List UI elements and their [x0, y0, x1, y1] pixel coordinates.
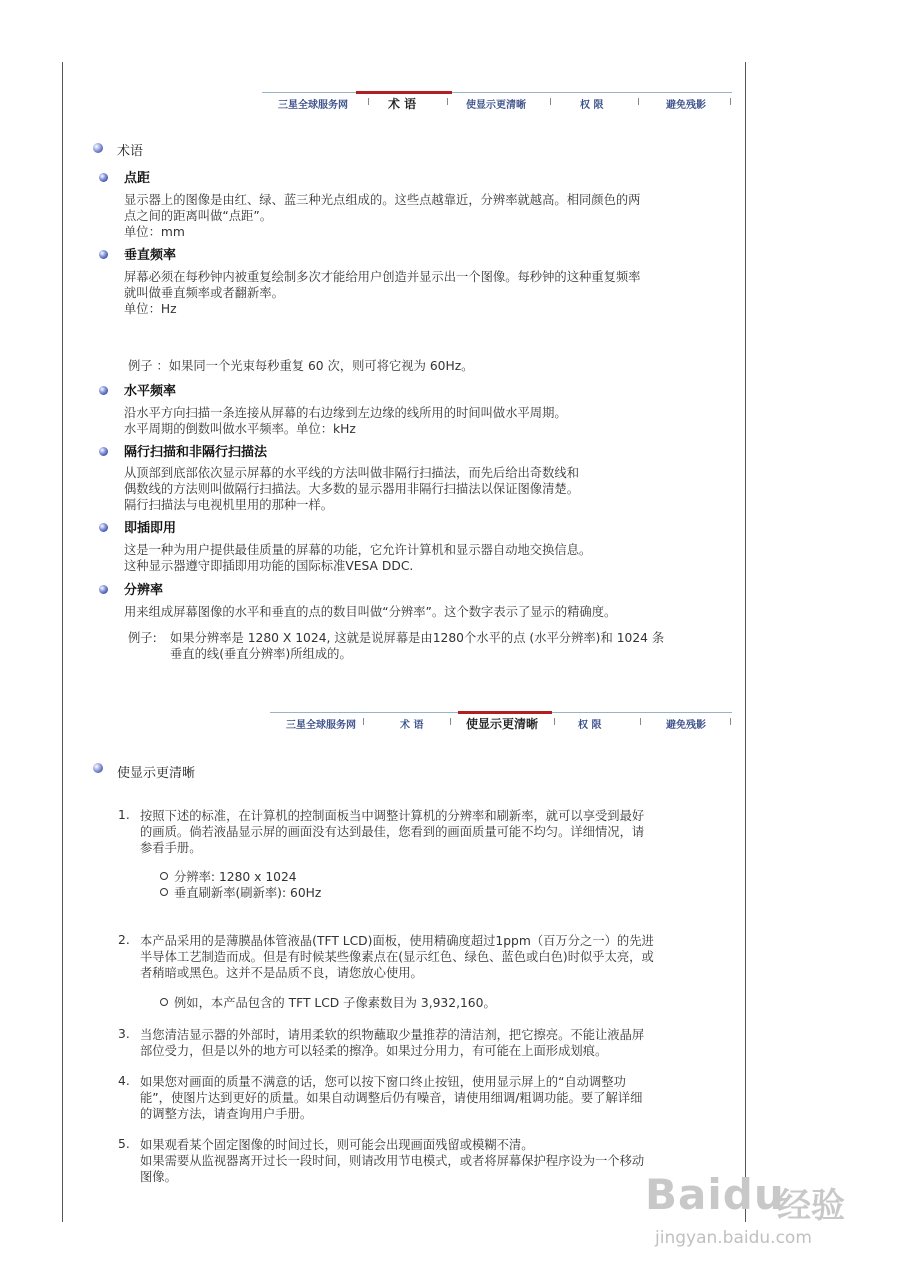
term-bullet-icon: [99, 386, 108, 395]
term-example-resolution: 如果分辨率是 1280 X 1024, 这就是说屏幕是由1280个水平的点 (水平分辨率)和 1024 条 垂直的线(垂直分辨率)所组成的。: [170, 631, 665, 661]
term-example-label: 例子:: [128, 631, 157, 645]
nav-active-indicator: [458, 711, 552, 714]
list-item-2-text: 本产品采用的是薄膜晶体管液晶(TFT LCD)面板，使用精确度超过1ppm（百万分之一）的先进 半导体工艺制造而成。但是有时候某些像素点在(显示红色、绿色、蓝色或白色)时似乎太亮，或 者稍暗或黑色。这并不是品质不良，请您放心使用。: [140, 934, 654, 980]
term-body-horizontal-frequency: 沿水平方向扫描一条连接从屏幕的右边缘到左边缘的线所用的时间叫做水平周期。 水平周期的倒数叫做水平频率。单位：kHz: [124, 406, 567, 436]
nav-separator: [638, 98, 639, 105]
term-example-vertical-frequency: 例子 ：如果同一个光束每秒重复 60 次，则可将它视为 60Hz。: [128, 359, 474, 373]
circle-bullet-icon: [160, 872, 168, 880]
section-title-clearer-display: 使显示更清晰: [117, 766, 196, 781]
term-heading-resolution: 分辨率: [124, 583, 164, 598]
term-heading-plug-and-play: 即插即用: [124, 521, 177, 536]
nav-separator: [640, 718, 641, 725]
term-bullet-icon: [99, 523, 108, 532]
nav-separator: [447, 98, 448, 105]
term-body-resolution: 用来组成屏幕图像的水平和垂直的点的数目叫做“分辨率”。这个数字表示了显示的精确度。: [124, 605, 617, 619]
list-item-4-text: 如果您对画面的质量不满意的话，您可以按下窗口终止按钮，使用显示屏上的“自动调整功 能”，使图片达到更好的质量。如果自动调整后仍有噪音，请使用细调/粗调功能。要了解详细 的调整方法，请查询用户手册。: [140, 1075, 643, 1121]
list-item-number: 2.: [118, 933, 130, 947]
term-heading-vertical-frequency: 垂直频率: [124, 248, 177, 263]
nav-separator: [368, 98, 369, 105]
term-body-interlace: 从顶部到底部依次显示屏幕的水平线的方法叫做非隔行扫描法，而先后给出奇数线和 偶数线的方法则叫做隔行扫描法。大多数的显示器用非隔行扫描法以保证图像清楚。 隔行扫描法与电视机里用的那种一样。: [124, 466, 579, 512]
list-item-1-text: 按照下述的标准，在计算机的控制面板当中调整计算机的分辨率和刷新率，就可以享受到最好 的画质。倘若液晶显示屏的画面没有达到最佳，您看到的画面质量可能不均匀。详细情况，请 参看手册。: [140, 809, 645, 855]
nav-separator: [363, 718, 364, 725]
section-bullet-icon: [93, 143, 103, 153]
right-border-line: [745, 62, 746, 1222]
term-bullet-icon: [99, 585, 108, 594]
nav-separator: [730, 718, 731, 725]
watermark-jingyan: 经验: [777, 1186, 845, 1226]
list-item-5-text: 如果观看某个固定图像的时间过长，则可能会出现画面残留或模糊不清。 如果需要从监视器离开过长一段时间，则请改用节电模式，或者将屏幕保护程序设为一个移动 图像。: [140, 1138, 645, 1184]
mid-nav-bar: [270, 712, 732, 738]
term-bullet-icon: [99, 250, 108, 259]
nav-item-rights[interactable]: 权 限: [578, 720, 602, 731]
sub-item-resolution: 分辨率: 1280 x 1024: [160, 869, 297, 885]
term-heading-dot-pitch: 点距: [124, 171, 151, 186]
term-body-vertical-frequency: 屏幕必须在每秒钟内被重复绘制多次才能给用户创造并显示出一个图像。每秒钟的这种重复频率 就叫做垂直频率或者翻新率。 单位：Hz: [124, 270, 641, 316]
nav-active-indicator: [356, 91, 452, 94]
term-body-dot-pitch: 显示器上的图像是由红、绿、蓝三种光点组成的。这些点越靠近，分辨率就越高。相同颜色的两 点之间的距离叫做“点距”。 单位：mm: [124, 193, 641, 239]
nav-separator: [554, 718, 555, 725]
watermark-url: jingyan.baidu.com: [655, 1228, 812, 1248]
nav-item-rights[interactable]: 权 限: [580, 100, 604, 111]
circle-bullet-icon: [160, 888, 168, 896]
term-bullet-icon: [99, 173, 108, 182]
list-item-number: 5.: [118, 1137, 130, 1151]
nav-separator: [450, 718, 451, 725]
baidu-watermark: [645, 1170, 895, 1270]
circle-bullet-icon: [160, 998, 168, 1006]
left-border-line: [62, 62, 63, 1222]
nav-item-avoid-afterimage[interactable]: 避免残影: [666, 100, 706, 111]
nav-item-clearer-display[interactable]: 使显示更清晰: [466, 717, 539, 731]
term-heading-interlace: 隔行扫描和非隔行扫描法: [124, 445, 268, 460]
nav-item-samsung-service[interactable]: 三星全球服务网: [286, 720, 356, 731]
sub-item-subpixel-count: 例如，本产品包含的 TFT LCD 子像素数目为 3,932,160。: [160, 995, 496, 1011]
list-item-number: 3.: [118, 1027, 130, 1041]
nav-item-terms[interactable]: 术 语: [400, 720, 424, 731]
top-nav-bar: [262, 92, 732, 118]
nav-separator: [550, 98, 551, 105]
term-body-plug-and-play: 这是一种为用户提供最佳质量的屏幕的功能，它允许计算机和显示器自动地交换信息。 这种显示器遵守即插即用功能的国际标准VESA DDC.: [124, 543, 592, 573]
list-item-number: 4.: [118, 1074, 130, 1088]
watermark-brand: Baidu: [645, 1170, 785, 1219]
nav-item-avoid-afterimage[interactable]: 避免残影: [666, 720, 706, 731]
term-bullet-icon: [99, 447, 108, 456]
nav-item-clearer-display[interactable]: 使显示更清晰: [466, 100, 526, 111]
section-bullet-icon: [93, 763, 103, 773]
nav-item-terms[interactable]: 术 语: [388, 97, 417, 111]
term-heading-horizontal-frequency: 水平频率: [124, 384, 177, 399]
list-item-number: 1.: [118, 808, 130, 822]
nav-separator: [730, 98, 731, 105]
sub-item-refresh-rate: 垂直刷新率(刷新率): 60Hz: [160, 885, 321, 901]
nav-top-line: [262, 92, 732, 93]
section-title-terms: 术语: [117, 144, 144, 159]
list-item-3-text: 当您清洁显示器的外部时，请用柔软的织物蘸取少量推荐的清洁剂，把它擦亮。不能让液晶屏 部位受力，但是以外的地方可以轻柔的擦净。如果过分用力，有可能在上面形成划痕。: [140, 1028, 645, 1058]
nav-item-samsung-service[interactable]: 三星全球服务网: [278, 100, 348, 111]
